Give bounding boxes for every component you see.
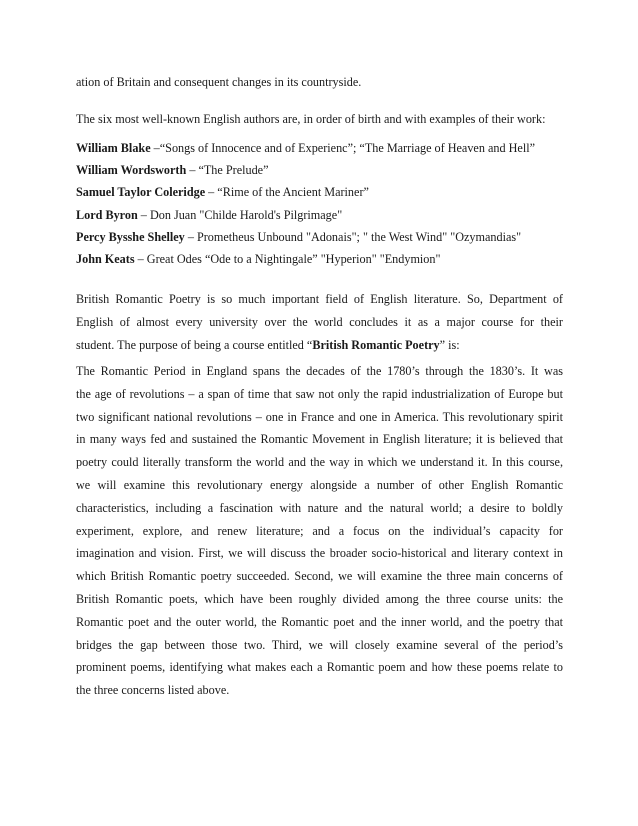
author-works: “Songs of Innocence and of Experienc”; “The Marriage of Heaven and Hell” bbox=[159, 141, 536, 155]
author-entry bbox=[76, 204, 563, 226]
author-works: Don Juan "Childe Harold's Pilgrimage" bbox=[149, 207, 343, 222]
author-name: Samuel Taylor Coleridge bbox=[76, 185, 206, 200]
author-name: William Wordsworth bbox=[76, 163, 187, 178]
author-separator: – bbox=[184, 229, 197, 244]
author-name: Percy Bysshe Shelley bbox=[76, 229, 185, 244]
paragraph-line: The Romantic Period in England spans the decades of the 1780’s through the 1830’s. It was bbox=[76, 364, 563, 378]
intro-fragment: ation of Britain and consequent changes in its countryside. bbox=[76, 75, 362, 89]
paragraph-line: in many ways fed and sustained the Romantic Movement in English literature; it is believed that bbox=[76, 432, 563, 447]
paragraph-line: the age of revolutions – a span of time that saw not only the rapid industrialization of Europe but bbox=[76, 386, 563, 401]
author-works: Prometheus Unbound "Adonais"; " the West Wind" "Ozymandias" bbox=[196, 229, 522, 244]
paragraph-line: the three concerns listed above. bbox=[76, 683, 230, 698]
author-name: John Keats bbox=[76, 252, 135, 267]
author-separator: – bbox=[186, 163, 199, 178]
paragraph-line: experiment, explore, and renew literature; and a focus on the individual’s capacity for bbox=[76, 523, 563, 538]
romantic-period-paragraph bbox=[76, 360, 563, 702]
author-separator: – bbox=[150, 141, 160, 155]
paragraph-line: which British Romantic poetry succeeded. Second, we will examine the three main concerns of bbox=[76, 569, 563, 584]
paragraph-line: characteristics, including a fascination with nature and the natural world; a desire to boldly bbox=[76, 500, 563, 515]
paragraph-line: British Romantic poets, which have been roughly divided among the three course units: the bbox=[76, 591, 563, 606]
paragraph-line: two significant national revolutions – one in France and one in America. This revolutionary spirit bbox=[76, 409, 563, 424]
paragraph-text: ” is: bbox=[439, 337, 460, 352]
course-paragraph bbox=[76, 288, 563, 356]
paragraph-line: Romantic poet and the outer world, the Romantic poet and the inner world, and the poetry that bbox=[76, 614, 563, 629]
author-entry bbox=[76, 226, 563, 248]
paragraph-line: imagination and vision. First, we will discuss the broader socio-historical and literary context in bbox=[76, 546, 563, 561]
paragraph-line: poetry could literally transform the world and the way in which we understand it. In this course, bbox=[76, 455, 563, 470]
paragraph-line: prominent poems, identifying what makes each a Romantic poem and how these poems relate to bbox=[76, 660, 563, 675]
course-title: British Romantic Poetry bbox=[312, 337, 440, 352]
author-separator: – bbox=[137, 207, 150, 222]
author-entry bbox=[76, 137, 563, 159]
paragraph-line bbox=[76, 334, 563, 357]
author-works: “Rime of the Ancient Mariner” bbox=[217, 185, 369, 200]
paragraph-line: British Romantic Poetry is so much important field of English literature. So, Department of bbox=[76, 292, 563, 306]
author-entry bbox=[76, 181, 563, 203]
author-name: Lord Byron bbox=[76, 207, 138, 222]
paragraph-text: student. The purpose of being a course entitled “ bbox=[76, 337, 313, 352]
author-works: Great Odes “Ode to a Nightingale” "Hyperion" "Endymion" bbox=[146, 252, 441, 267]
author-separator: – bbox=[205, 185, 218, 200]
author-works: “The Prelude” bbox=[198, 163, 269, 178]
author-list bbox=[76, 137, 563, 270]
paragraph-line: bridges the gap between those two. Third, we will closely examine several of the period’s bbox=[76, 637, 563, 652]
author-entry bbox=[76, 248, 563, 270]
paragraph-line: we will examine this revolutionary energy alongside a number of other English Romantic bbox=[76, 477, 563, 492]
authors-lead-sentence: The six most well-known English authors are, in order of birth and with examples of their work: bbox=[76, 112, 546, 126]
author-name: William Blake bbox=[76, 141, 151, 155]
author-separator: – bbox=[134, 252, 147, 267]
paragraph-line: English of almost every university over the world concludes it as a major course for their bbox=[76, 314, 563, 329]
author-entry bbox=[76, 159, 563, 181]
